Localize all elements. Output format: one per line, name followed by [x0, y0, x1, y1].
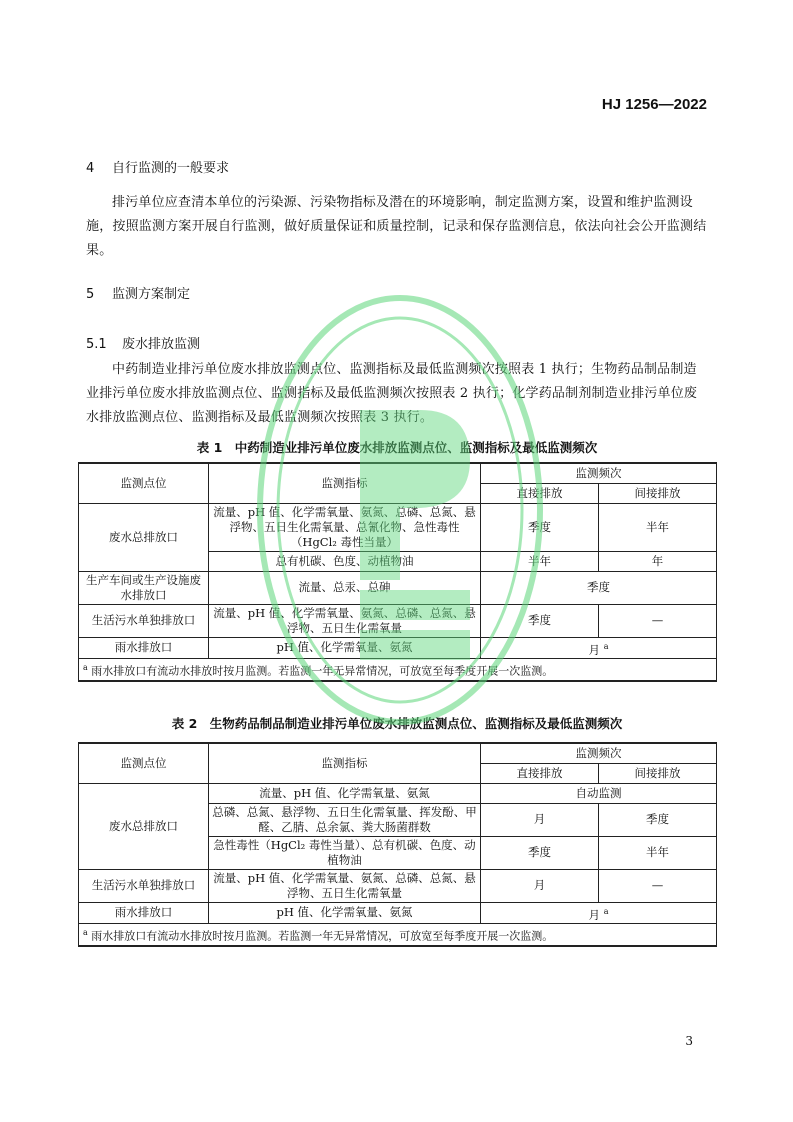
table-header-index: 监测指标 [209, 463, 481, 503]
table-cell-point: 生活污水单独排放口 [79, 604, 209, 637]
table-cell-index: 流量、pH 值、化学需氧量、氨氮、总磷、总氮、悬浮物、五日生化需氧量 [209, 604, 481, 637]
table-cell-point: 雨水排放口 [79, 637, 209, 659]
table-cell-index: 总有机碳、色度、动植物油 [209, 551, 481, 571]
standard-code: HJ 1256—2022 [601, 96, 707, 113]
footnote-marker: a [603, 906, 609, 916]
section-title: 废水排放监测 [122, 337, 201, 352]
table-cell-direct: 月 [481, 869, 599, 902]
table-cell-point: 雨水排放口 [79, 902, 209, 924]
table-cell-frequency: 自动监测 [481, 783, 717, 803]
table-cell-direct: 半年 [481, 551, 599, 571]
table-cell-index: 流量、pH 值、化学需氧量、氨氮、总磷、总氮、悬浮物、五日生化需氧量、总氰化物、急性毒性（HgCl₂ 毒性当量） [209, 503, 481, 551]
table-2-footnote [79, 924, 717, 946]
table-header-indirect: 间接排放 [599, 763, 717, 783]
table-2 [78, 742, 717, 947]
footnote-marker: a [603, 641, 609, 651]
footnote-marker: a [83, 663, 88, 673]
section-5-1-heading [86, 333, 200, 352]
section-number: 4 [86, 161, 95, 176]
table-header-frequency: 监测频次 [481, 743, 717, 763]
table-cell-index: pH 值、化学需氧量、氨氮 [209, 637, 481, 659]
table-cell-point: 废水总排放口 [79, 783, 209, 869]
footnote-marker: a [83, 928, 88, 938]
section-5-1-body: 中药制造业排污单位废水排放监测点位、监测指标及最低监测频次按照表 1 执行；生物药品制品制造业排污单位废水排放监测点位、监测指标及最低监测频次按照表 2 执行；化学药品制剂制造业排污单位废水排放监测点位、监测指标及最低监测频次按照表 3 执行。 [86, 362, 698, 425]
footnote-text: 雨水排放口有流动水排放时按月监测。若监测一年无异常情况，可放宽至每季度开展一次监测。 [91, 929, 554, 943]
table-cell-frequency: 季度 [481, 571, 717, 604]
table-header-point: 监测点位 [79, 463, 209, 503]
table-cell-direct: 季度 [481, 503, 599, 551]
section-title: 监测方案制定 [112, 287, 191, 302]
table-cell-direct: 季度 [481, 604, 599, 637]
table-cell-index: pH 值、化学需氧量、氨氮 [209, 902, 481, 924]
frequency-text: 月 [588, 907, 601, 922]
table-cell-index: 流量、总汞、总砷 [209, 571, 481, 604]
table-cell-point: 废水总排放口 [79, 503, 209, 571]
footnote-text: 雨水排放口有流动水排放时按月监测。若监测一年无异常情况，可放宽至每季度开展一次监测。 [91, 664, 554, 678]
section-4-heading [86, 157, 229, 176]
table-cell-indirect: — [599, 604, 717, 637]
section-number: 5 [86, 287, 95, 302]
table-cell-index: 总磷、总氮、悬浮物、五日生化需氧量、挥发酚、甲醛、乙腈、总余氯、粪大肠菌群数 [209, 803, 481, 836]
section-4-body: 排污单位应查清本单位的污染源、污染物指标及潜在的环境影响，制定监测方案，设置和维护监测设施，按照监测方案开展自行监测，做好质量保证和质量控制，记录和保存监测信息，依法向社会公开监测结果。 [86, 195, 707, 258]
table-2-caption: 表 2 生物药品制品制造业排污单位废水排放监测点位、监测指标及最低监测频次 [171, 716, 623, 731]
table-header-point: 监测点位 [79, 743, 209, 783]
table-cell-index: 急性毒性（HgCl₂ 毒性当量）、总有机碳、色度、动植物油 [209, 836, 481, 869]
table-header-frequency: 监测频次 [481, 463, 717, 483]
table-cell-indirect: 半年 [599, 836, 717, 869]
table-cell-direct: 月 [481, 803, 599, 836]
table-header-index: 监测指标 [209, 743, 481, 783]
table-cell-index: 流量、pH 值、化学需氧量、氨氮、总磷、总氮、悬浮物、五日生化需氧量 [209, 869, 481, 902]
section-title: 自行监测的一般要求 [112, 161, 230, 176]
table-cell-index: 流量、pH 值、化学需氧量、氨氮 [209, 783, 481, 803]
table-cell-indirect: — [599, 869, 717, 902]
table-cell-frequency [481, 902, 717, 924]
frequency-text: 月 [588, 642, 601, 657]
table-cell-direct: 季度 [481, 836, 599, 869]
table-1-footnote [79, 659, 717, 681]
table-cell-indirect: 年 [599, 551, 717, 571]
table-1 [78, 462, 717, 682]
table-header-direct: 直接排放 [481, 763, 599, 783]
table-header-direct: 直接排放 [481, 483, 599, 503]
section-5-heading [86, 283, 190, 302]
table-cell-point: 生活污水单独排放口 [79, 869, 209, 902]
table-cell-indirect: 半年 [599, 503, 717, 551]
page-number: 3 [685, 1034, 693, 1048]
table-cell-indirect: 季度 [599, 803, 717, 836]
table-cell-point: 生产车间或生产设施废水排放口 [79, 571, 209, 604]
table-header-indirect: 间接排放 [599, 483, 717, 503]
section-number: 5.1 [86, 337, 107, 352]
table-1-caption: 表 1 中药制造业排污单位废水排放监测点位、监测指标及最低监测频次 [196, 440, 598, 455]
table-cell-frequency [481, 637, 717, 659]
